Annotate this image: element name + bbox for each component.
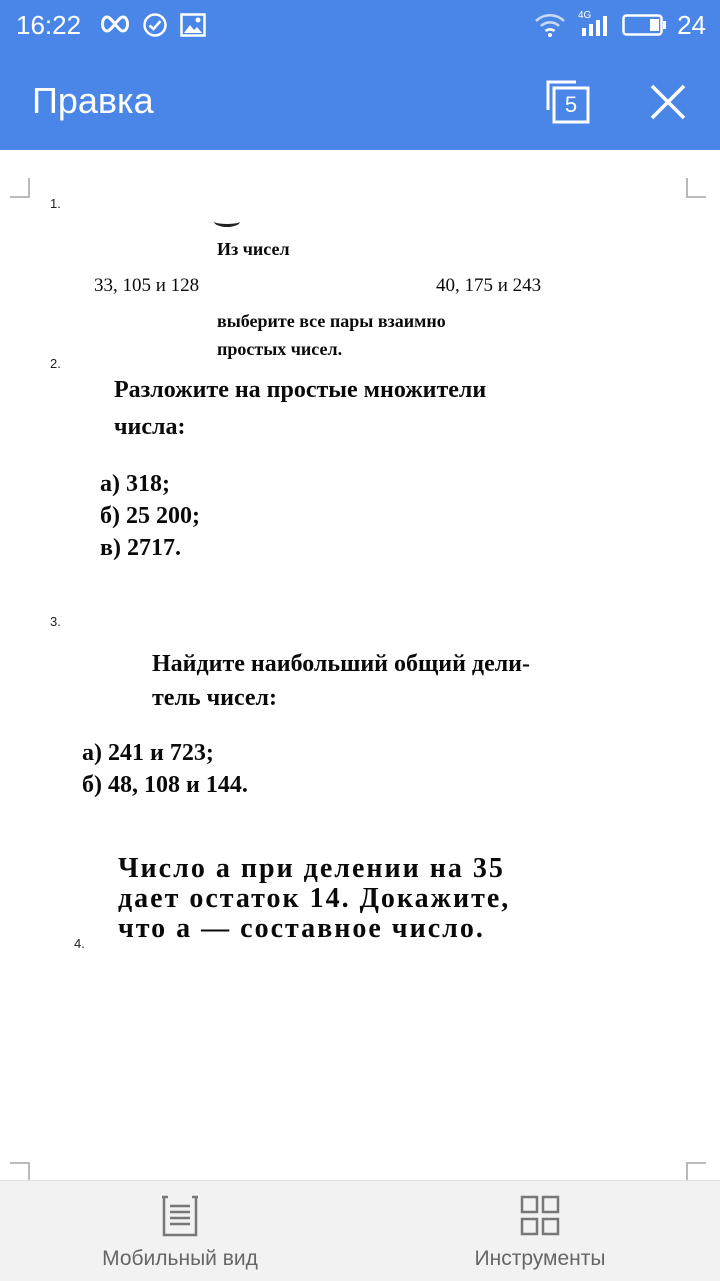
close-icon — [640, 74, 696, 130]
status-bar — [0, 0, 720, 50]
question-number: 1. — [50, 196, 61, 211]
infinity-icon — [98, 14, 132, 34]
crop-mark — [10, 1162, 30, 1182]
status-time: 16:22 — [16, 10, 82, 40]
wifi-icon — [534, 12, 566, 38]
battery-icon — [622, 12, 668, 38]
app-bar — [0, 50, 720, 150]
scan-fragment — [214, 216, 240, 227]
check-circle-icon — [142, 12, 168, 38]
q3-text-line: тель чисел: — [152, 685, 278, 711]
q1-text-line: выберите все пары взаимно — [217, 311, 446, 331]
q4-text-line: Число a при делении на 35 — [118, 853, 505, 884]
q3-item: а) 241 и 723; — [82, 740, 214, 766]
q1-set-right: 40, 175 и 243 — [436, 275, 542, 296]
crop-mark — [686, 1162, 706, 1182]
q3-text-line: Найдите наибольший общий дели- — [152, 651, 530, 677]
q3-item: б) 48, 108 и 144. — [82, 772, 248, 798]
q4-text-line: дает остаток 14. Докажите, — [118, 883, 511, 914]
crop-mark — [686, 178, 706, 198]
document-page — [0, 150, 720, 1180]
page-title: Правка — [32, 80, 154, 121]
close-button[interactable] — [640, 74, 696, 130]
q2-item: в) 2717. — [100, 535, 181, 561]
tools-button[interactable] — [360, 1181, 720, 1281]
battery-percent: 24 — [677, 10, 706, 40]
q2-text-line: числа: — [114, 414, 186, 440]
q2-item: а) 318; — [100, 471, 170, 497]
question-number: 2. — [50, 356, 61, 371]
question-number: 3. — [50, 614, 61, 629]
q1-text-line: простых чисел. — [217, 339, 343, 359]
q2-text-line: Разложите на простые множители — [114, 377, 487, 403]
crop-mark — [10, 178, 30, 198]
bottom-toolbar — [0, 1180, 720, 1281]
q2-item: б) 25 200; — [100, 503, 200, 529]
q4-text-line: что a — составное число. — [118, 913, 485, 944]
tools-label: Инструменты — [474, 1247, 606, 1270]
mobile-view-label: Мобильный вид — [102, 1247, 258, 1270]
mobile-view-button[interactable] — [0, 1181, 360, 1281]
signal-icon — [580, 12, 614, 38]
question-number: 4. — [74, 936, 85, 951]
pages-button[interactable] — [540, 74, 596, 130]
network-label: 4G — [578, 10, 592, 21]
grid-icon — [520, 1195, 560, 1237]
image-icon — [180, 12, 206, 38]
q1-set-left: 33, 105 и 128 — [94, 275, 200, 296]
q1-intro: Из чисел — [217, 239, 290, 259]
pages-count: 5 — [564, 92, 578, 117]
document-lines-icon — [160, 1195, 200, 1237]
